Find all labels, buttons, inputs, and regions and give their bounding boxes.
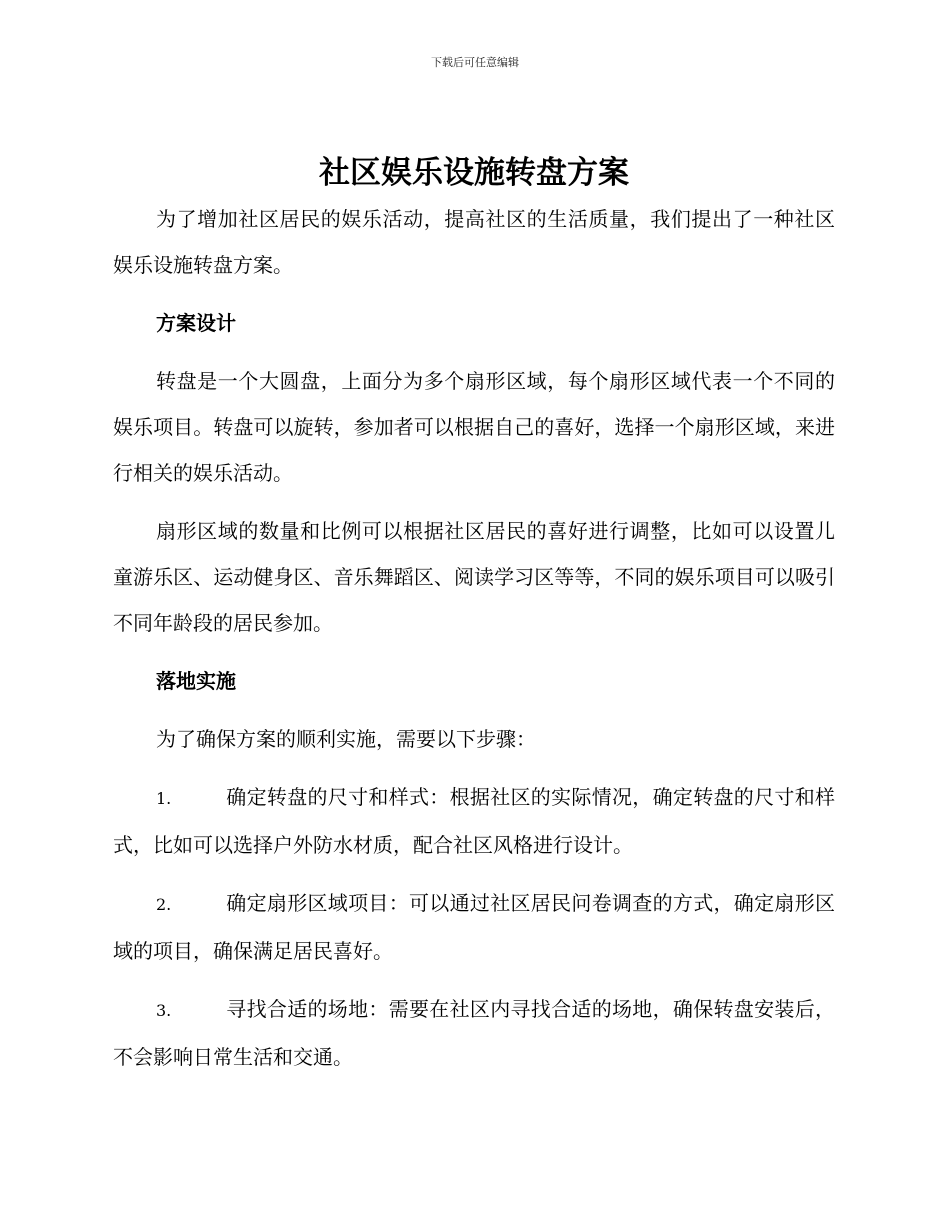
design-paragraph-1: 转盘是一个大圆盘，上面分为多个扇形区域，每个扇形区域代表一个不同的娱乐项目。转盘可以旋转，参加者可以根据自己的喜好，选择一个扇形区域，来进行相关的娱乐活动。 <box>113 369 835 485</box>
section-heading-implementation: 落地实施 <box>156 669 236 693</box>
step-item <box>113 774 835 868</box>
step-item <box>113 986 835 1080</box>
step-number: 1. <box>156 789 172 808</box>
step-item <box>113 880 835 974</box>
step-text: 确定转盘的尺寸和样式：根据社区的实际情况，确定转盘的尺寸和样式，比如可以选择户外防水材质，配合社区风格进行设计。 <box>113 785 835 857</box>
document-body <box>113 150 835 1080</box>
section-heading-design: 方案设计 <box>156 311 236 335</box>
intro-paragraph: 为了增加社区居民的娱乐活动，提高社区的生活质量，我们提出了一种社区娱乐设施转盘方案。 <box>113 207 835 277</box>
step-number: 2. <box>156 895 172 914</box>
step-number: 3. <box>156 1001 172 1020</box>
design-paragraph-2: 扇形区域的数量和比例可以根据社区居民的喜好进行调整，比如可以设置儿童游乐区、运动健身区、音乐舞蹈区、阅读学习区等等，不同的娱乐项目可以吸引不同年龄段的居民参加。 <box>113 519 835 635</box>
document-title: 社区娱乐设施转盘方案 <box>319 155 629 191</box>
step-text: 确定扇形区域项目：可以通过社区居民问卷调查的方式，确定扇形区域的项目，确保满足居民喜好。 <box>113 891 835 963</box>
step-text: 寻找合适的场地：需要在社区内寻找合适的场地，确保转盘安装后，不会影响日常生活和交通。 <box>113 997 835 1069</box>
header-note: 下载后可任意编辑 <box>431 56 519 69</box>
implementation-lead: 为了确保方案的顺利实施，需要以下步骤： <box>156 727 536 751</box>
